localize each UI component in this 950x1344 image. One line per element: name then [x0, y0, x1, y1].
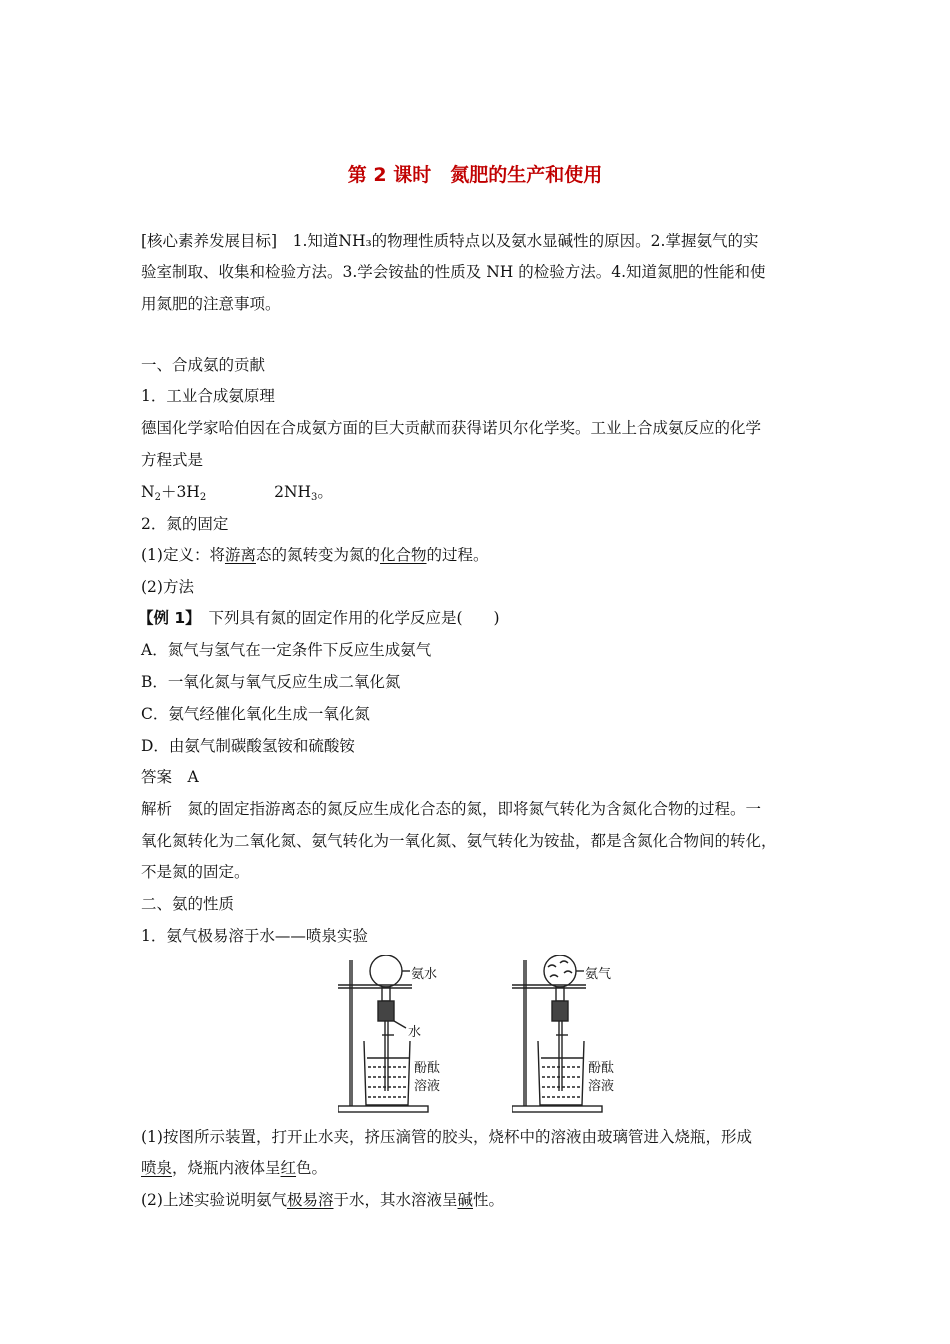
label-solution: 溶液 — [588, 1079, 615, 1094]
fountain-apparatus-right — [512, 955, 642, 1115]
def-text: 的过程。 — [426, 546, 489, 564]
blank-very-soluble: 极易溶 — [286, 1191, 334, 1209]
example-question-text: 下列具有氮的固定作用的化学反应是( ) — [192, 609, 500, 627]
page-title: 第 2 课时 氮肥的生产和使用 — [347, 164, 603, 186]
paragraph-haber-2: 方程式是 — [141, 451, 204, 469]
blank-alkaline: 碱 — [457, 1191, 474, 1209]
subheading-synthesis: 1．工业合成氨原理 — [141, 387, 275, 405]
blank-fountain: 喷泉 — [141, 1159, 173, 1177]
analysis-line-1: 解析 氮的固定指游离态的氮反应生成化合态的氮，即将氮气转化为含氮化合物的过程。一 — [141, 800, 762, 818]
paragraph-1b — [141, 1158, 327, 1178]
method: (2)方法 — [141, 578, 194, 596]
paragraph-haber-1: 德国化学家哈伯因在合成氨方面的巨大贡献而获得诺贝尔化学奖。工业上合成氨反应的化学 — [141, 419, 762, 437]
objectives-line-1: [核心素养发展目标] 1.知道NH₃的物理性质特点以及氨水显碱性的原因。2.掌握氨气的实 — [141, 232, 759, 250]
section-heading-2: 二、氨的性质 — [141, 895, 235, 913]
eq-n2: N — [141, 483, 155, 501]
option-c: C．氨气经催化氧化生成一氧化氮 — [141, 705, 370, 723]
eq-sub: 3 — [311, 492, 318, 503]
p1-text: 色。 — [296, 1159, 328, 1177]
reaction-equation — [141, 482, 333, 508]
apparatus-left-drawing — [338, 955, 468, 1115]
label-ammonia-gas: 氨气 — [585, 967, 612, 982]
label-ammonia-water: 氨水 — [411, 967, 438, 982]
example-question — [138, 608, 500, 628]
section-heading-1: 一、合成氨的贡献 — [141, 356, 266, 374]
label-solution: 溶液 — [414, 1079, 441, 1094]
objectives-line-2: 验室制取、收集和检验方法。3.学会铵盐的性质及 NH 的检验方法。4.知道氮肥的性能和使 — [141, 263, 766, 281]
def-blank-2: 化合物 — [380, 546, 427, 564]
label-phenolphthalein: 酚酞 — [588, 1061, 615, 1076]
option-d: D．由氨气制碳酸氢铵和硫酸铵 — [141, 737, 355, 755]
fountain-apparatus-left — [338, 955, 468, 1115]
analysis-line-3: 不是氮的固定。 — [141, 863, 250, 881]
definition — [141, 545, 489, 565]
option-a: A．氮气与氢气在一定条件下反应生成氨气 — [141, 641, 432, 659]
label-phenolphthalein: 酚酞 — [414, 1061, 441, 1076]
p2-text: 于水，其水溶液呈 — [333, 1191, 458, 1209]
paragraph-2 — [141, 1190, 504, 1210]
p2-text: (2)上述实验说明氨气 — [141, 1191, 287, 1209]
def-blank-1: 游离 — [224, 546, 256, 564]
eq-nh3: 2NH — [274, 483, 312, 501]
example-tag: 【例 1】 — [138, 609, 193, 627]
subheading-fountain: 1．氨气极易溶于水——喷泉实验 — [141, 927, 368, 945]
eq-h2: ＋3H — [160, 483, 200, 501]
objectives-line-3: 用氮肥的注意事项。 — [141, 295, 281, 313]
analysis-line-2: 氧化氮转化为二氧化氮、氨气转化为一氧化氮、氨气转化为铵盐，都是含氮化合物间的转化， — [141, 832, 777, 850]
paragraph-1a: (1)按图所示装置，打开止水夹，挤压滴管的胶头，烧杯中的溶液由玻璃管进入烧瓶，形成 — [141, 1128, 752, 1146]
def-text: (1)定义：将 — [141, 546, 225, 564]
eq-sub: 2 — [199, 492, 207, 503]
answer: 答案 A — [141, 768, 199, 786]
label-water: 水 — [408, 1025, 422, 1040]
apparatus-right-drawing — [512, 955, 642, 1115]
def-text: 态的氮转变为氮的 — [255, 546, 380, 564]
p2-text: 性。 — [473, 1191, 505, 1209]
option-b: B．一氧化氮与氧气反应生成二氧化氮 — [141, 673, 401, 691]
eq-sub: 2 — [154, 492, 161, 503]
eq-end: 。 — [317, 483, 333, 501]
blank-red: 红 — [280, 1159, 297, 1177]
p1-text: ，烧瓶内液体呈 — [172, 1159, 281, 1177]
subheading-fixation: 2．氮的固定 — [141, 515, 229, 533]
